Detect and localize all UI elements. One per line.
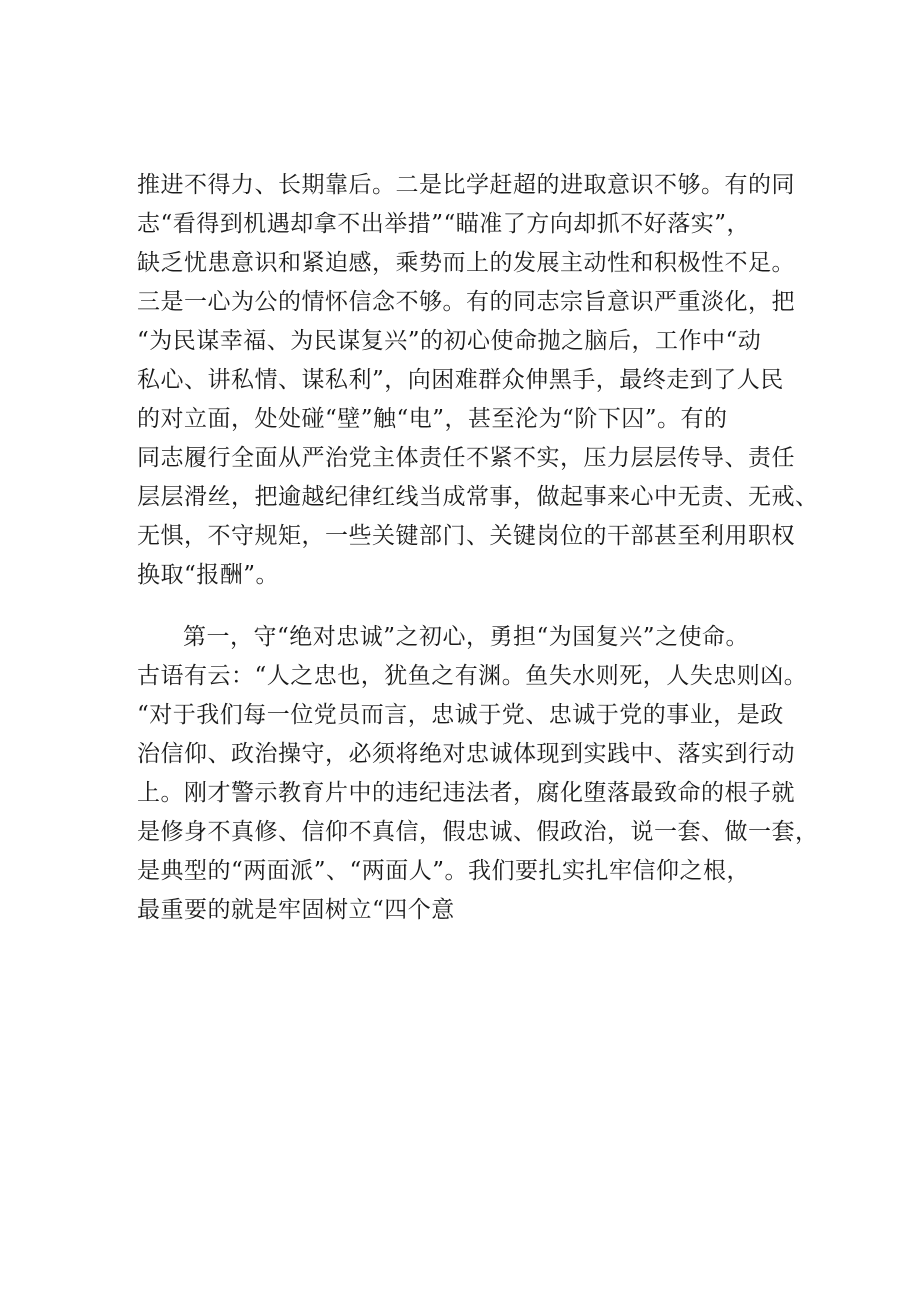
- paragraph-line: “对于我们每一位党员而言，忠诚于党、忠诚于党的事业，是政: [137, 702, 784, 728]
- paragraph-line: 是典型的“两面派”、“两面人”。我们要扎实扎牢信仰之根，: [137, 858, 751, 884]
- paragraph-line: “为民谋幸福、为民谋复兴”的初心使命抛之脑后，工作中“动: [137, 328, 762, 354]
- paragraph-line: 层层滑丝，把逾越纪律红线当成常事，做起事来心中无责、无戒、: [137, 484, 819, 510]
- paragraph-line: 志“看得到机遇却拿不出举措”“瞄准了方向却抓不好落实”，: [137, 211, 751, 237]
- paragraph-line: 无惧，不守规矩，一些关键部门、关键岗位的干部甚至利用职权: [137, 523, 795, 549]
- paragraph-line: 古语有云：“人之忠也，犹鱼之有渊。鱼失水则死，人失忠则凶。: [137, 663, 808, 689]
- paragraph-line: 缺乏忧患意识和紧迫感，乘势而上的发展主动性和积极性不足。: [137, 250, 795, 276]
- paragraph-line: 同志履行全面从严治党主体责任不紧不实，压力层层传导、责任: [137, 445, 795, 471]
- paragraph-line: 第一，守“绝对忠诚”之初心，勇担“为国复兴”之使命。: [183, 624, 750, 650]
- paragraph-line: 上。刚才警示教育片中的违纪违法者，腐化堕落最致命的根子就: [137, 780, 795, 806]
- paragraph-line: 是修身不真修、信仰不真信，假忠诚、假政治，说一套、做一套，: [137, 819, 819, 845]
- paragraph-line: 推进不得力、长期靠后。二是比学赶超的进取意识不够。有的同: [137, 172, 795, 198]
- paragraph-line: 三是一心为公的情怀信念不够。有的同志宗旨意识严重淡化，把: [137, 289, 795, 315]
- paragraph-line: 的对立面，处处碰“壁”触“电”，甚至沦为“阶下囚”。有的: [137, 406, 728, 432]
- paragraph-line: 最重要的就是牢固树立“四个意: [137, 897, 455, 923]
- paragraph-line: 私心、讲私情、谋私利”，向困难群众伸黑手，最终走到了人民: [137, 367, 784, 393]
- paragraph-line: 换取“报酬”。: [137, 562, 280, 588]
- paragraph-line: 治信仰、政治操守，必须将绝对忠诚体现到实践中、落实到行动: [137, 741, 795, 767]
